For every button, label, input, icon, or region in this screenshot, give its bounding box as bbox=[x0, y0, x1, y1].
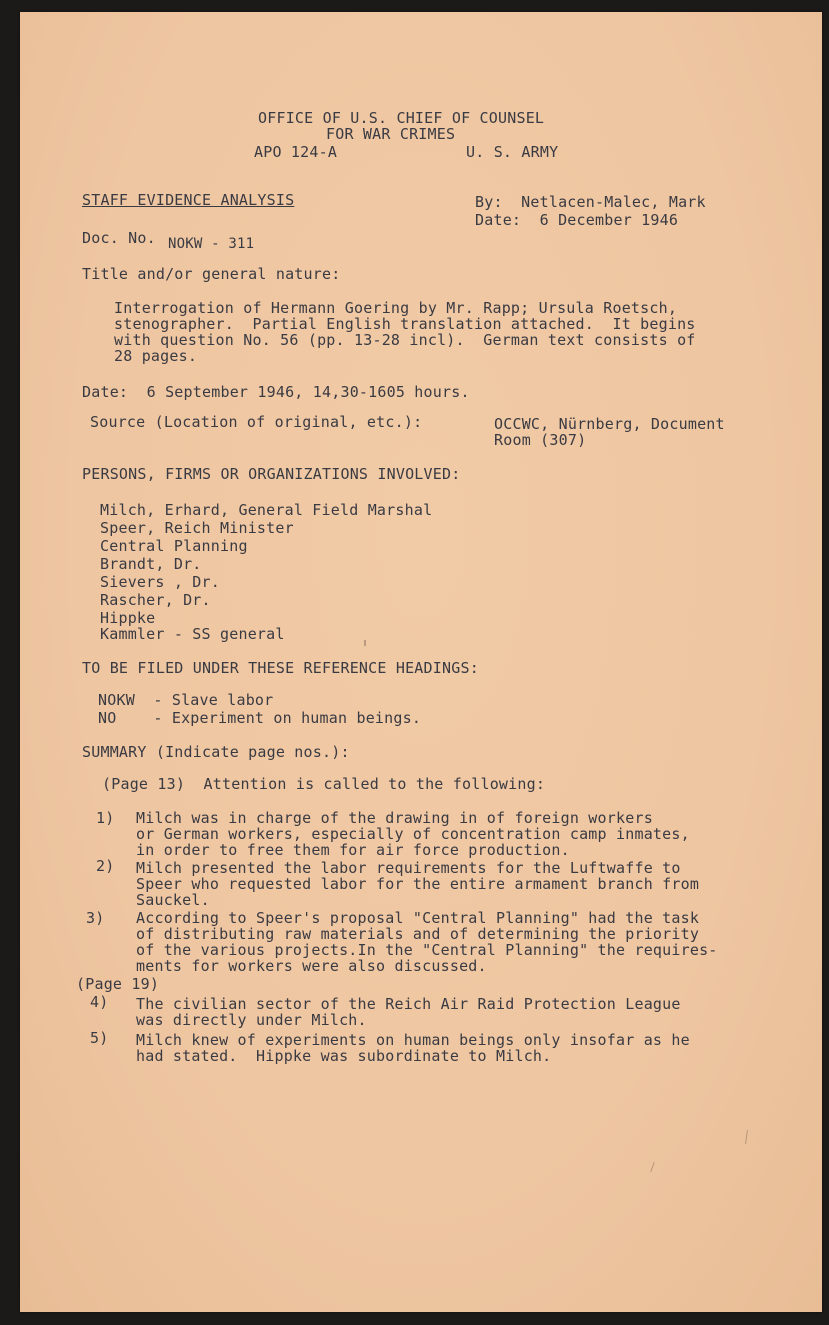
summary-item-number: 4) bbox=[90, 993, 109, 1011]
header-apo: APO 124-A bbox=[254, 143, 338, 161]
summary-label: SUMMARY (Indicate page nos.): bbox=[82, 743, 350, 761]
person-item: Kammler - SS general bbox=[100, 625, 285, 643]
summary-item-line: According to Speer's proposal "Central Planning" had the task bbox=[136, 909, 700, 927]
source-label: Source (Location of original, etc.): bbox=[90, 413, 423, 431]
headings-label: TO BE FILED UNDER THESE REFERENCE HEADINGS: bbox=[82, 659, 479, 677]
title-text-line: stenographer. Partial English translation attached. It begins bbox=[114, 315, 696, 333]
summary-item-line: Sauckel. bbox=[136, 891, 210, 909]
heading-item: NOKW - Slave labor bbox=[98, 691, 274, 709]
person-item: Central Planning bbox=[100, 537, 248, 555]
summary-item-line: Milch presented the labor requirements for the Luftwaffe to bbox=[136, 859, 681, 877]
person-item: Milch, Erhard, General Field Marshal bbox=[100, 501, 433, 519]
analysis-title: STAFF EVIDENCE ANALYSIS bbox=[82, 191, 295, 209]
summary-item-line: Speer who requested labor for the entire armament branch from bbox=[136, 875, 700, 893]
header-army: U. S. ARMY bbox=[466, 143, 559, 161]
person-item: Rascher, Dr. bbox=[100, 591, 211, 609]
summary-item-line: had stated. Hippke was subordinate to Milch. bbox=[136, 1047, 552, 1065]
title-text-line: Interrogation of Hermann Goering by Mr. Rapp; Ursula Roetsch, bbox=[114, 299, 678, 317]
person-item: Brandt, Dr. bbox=[100, 555, 202, 573]
header-war-crimes-line: FOR WAR CRIMES bbox=[326, 125, 456, 143]
paper-mark bbox=[650, 1162, 654, 1172]
title-text-line: with question No. 56 (pp. 13-28 incl). German text consists of bbox=[114, 331, 696, 349]
doc-no-label: Doc. No. bbox=[82, 229, 156, 247]
person-item: Hippke bbox=[100, 609, 156, 627]
source-value-line: OCCWC, Nürnberg, Document bbox=[494, 415, 725, 433]
doc-no-value: NOKW - 311 bbox=[168, 236, 255, 252]
interrogation-date: Date: 6 September 1946, 14,30-1605 hours. bbox=[82, 383, 470, 401]
persons-label: PERSONS, FIRMS OR ORGANIZATIONS INVOLVED: bbox=[82, 465, 461, 483]
date-prepared: Date: 6 December 1946 bbox=[475, 211, 679, 229]
summary-item-line: The civilian sector of the Reich Air Raid Protection League bbox=[136, 995, 681, 1013]
page-13-reference: (Page 13) Attention is called to the following: bbox=[102, 775, 546, 793]
paper-mark bbox=[364, 640, 366, 646]
summary-item-line: Milch knew of experiments on human beings only insofar as he bbox=[136, 1031, 690, 1049]
person-item: Speer, Reich Minister bbox=[100, 519, 294, 537]
summary-item-line: Milch was in charge of the drawing in of foreign workers bbox=[136, 809, 653, 827]
summary-item-number: 2) bbox=[96, 857, 115, 875]
person-item: Sievers , Dr. bbox=[100, 573, 220, 591]
summary-item-line: was directly under Milch. bbox=[136, 1011, 367, 1029]
summary-item-number: 1) bbox=[96, 809, 115, 827]
analyst-by: By: Netlacen-Malec, Mark bbox=[475, 193, 706, 211]
paper-mark bbox=[745, 1130, 748, 1144]
header-office-line: OFFICE OF U.S. CHIEF OF COUNSEL bbox=[258, 109, 545, 127]
summary-item-number: 3) bbox=[86, 909, 105, 927]
summary-item-line: or German workers, especially of concentration camp inmates, bbox=[136, 825, 690, 843]
summary-item-number: 5) bbox=[90, 1029, 109, 1047]
document-page bbox=[20, 12, 822, 1312]
title-text-line: 28 pages. bbox=[114, 347, 198, 365]
page-19-reference: (Page 19) bbox=[76, 975, 160, 993]
summary-item-line: of distributing raw materials and of determining the priority bbox=[136, 925, 700, 943]
heading-item: NO - Experiment on human beings. bbox=[98, 709, 422, 727]
summary-item-line: ments for workers were also discussed. bbox=[136, 957, 487, 975]
title-label: Title and/or general nature: bbox=[82, 265, 341, 283]
summary-item-line: of the various projects.In the "Central Planning" the requires- bbox=[136, 941, 718, 959]
source-value-line: Room (307) bbox=[494, 431, 587, 449]
summary-item-line: in order to free them for air force production. bbox=[136, 841, 570, 859]
